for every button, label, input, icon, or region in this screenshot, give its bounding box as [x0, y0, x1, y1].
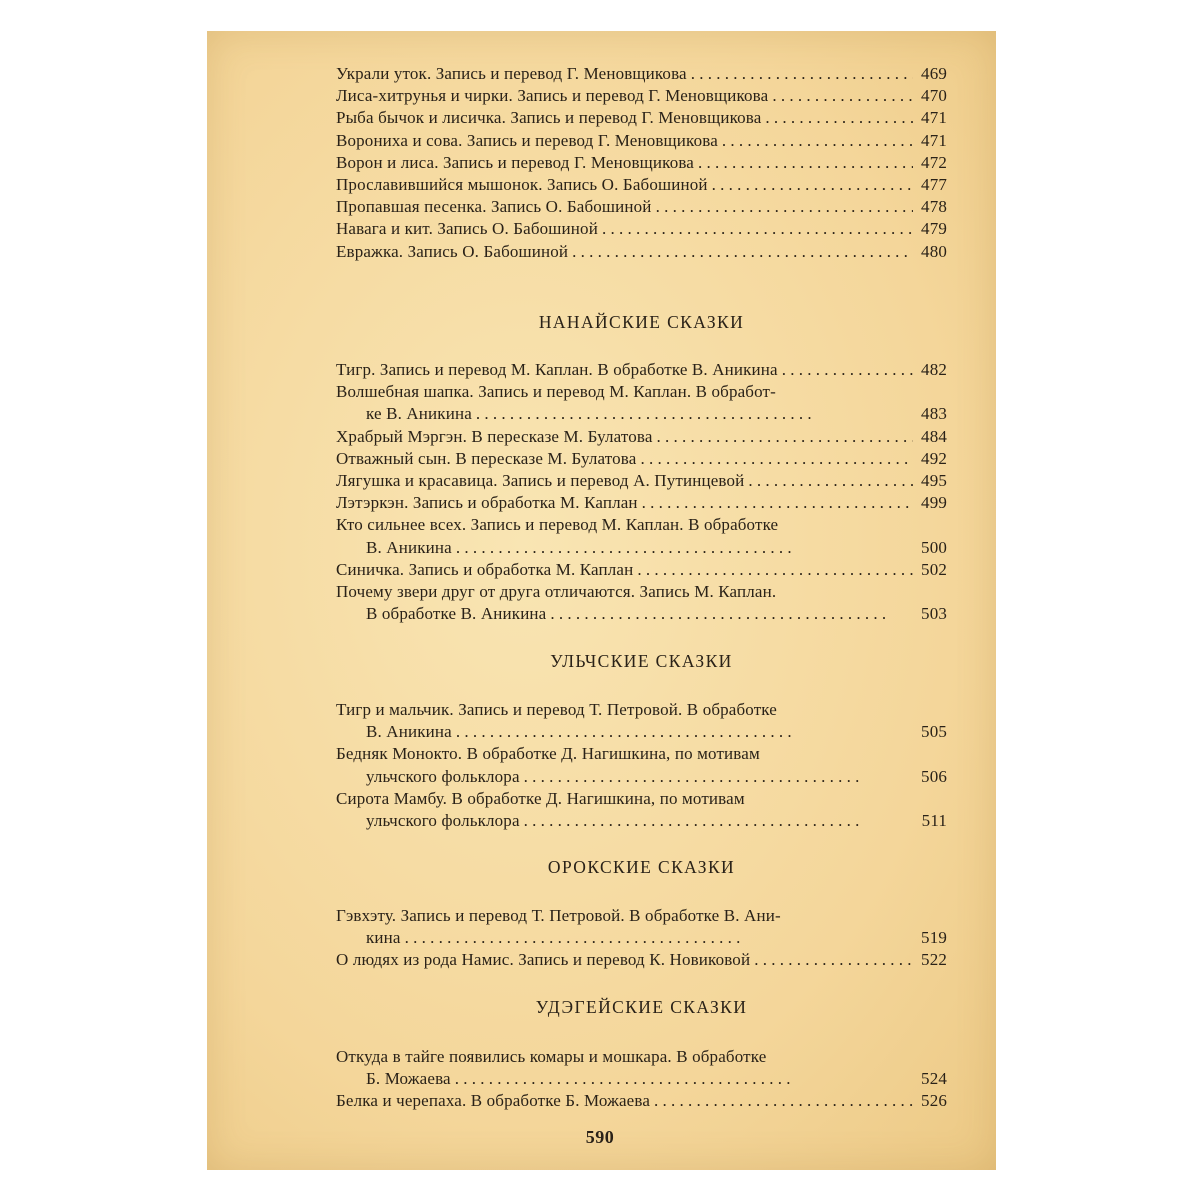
- toc-page-number: 492: [921, 448, 947, 468]
- dot-leader: [636, 448, 913, 470]
- toc-page-number: 499: [921, 493, 947, 513]
- toc-entry-title: Откуда в тайге появились комары и мошкара. В обработке: [336, 1047, 767, 1066]
- dot-leader: [452, 537, 913, 559]
- toc-entry-title: Ворон и лиса. Запись и перевод Г. Меновщикова: [336, 152, 695, 172]
- toc-entry: [336, 152, 947, 174]
- toc-entry: [336, 241, 947, 263]
- toc-entry-title: кина: [366, 928, 401, 948]
- toc-entry: [336, 63, 947, 85]
- toc-line: [336, 196, 947, 218]
- dot-leader: [598, 218, 913, 240]
- toc-entry-title: Гэвхэту. Запись и перевод Т. Петровой. В обработке В. Ани-: [336, 906, 781, 925]
- toc-entry-title: В. Аникина: [366, 722, 452, 742]
- toc-entry: [336, 107, 947, 129]
- toc-entry-title: Рыба бычок и лисичка. Запись и перевод Г. Меновщикова: [336, 108, 762, 128]
- toc-entry: [336, 448, 947, 470]
- toc-block: [336, 359, 947, 625]
- toc-line: [336, 788, 947, 810]
- toc-line: [336, 927, 947, 949]
- toc-entry-title: Храбрый Мэргэн. В пересказе М. Булатова: [336, 426, 653, 446]
- toc-entry-title: ульчского фольклора: [366, 811, 520, 831]
- toc-page-number: 469: [921, 64, 947, 83]
- toc-line: [336, 514, 947, 536]
- dot-leader: [650, 1090, 913, 1112]
- toc-line: [336, 581, 947, 603]
- toc-page-number: 506: [921, 766, 947, 786]
- toc-entry-title: Прославившийся мышонок. Запись О. Бабошиной: [336, 175, 708, 195]
- dot-leader: [568, 241, 913, 263]
- toc-line: [336, 949, 947, 971]
- toc-line: [336, 241, 947, 263]
- dot-leader: [401, 927, 913, 949]
- toc-page-number: 484: [921, 426, 947, 446]
- toc-page-number: 524: [921, 1069, 947, 1089]
- dot-leader: [472, 403, 913, 425]
- toc-page-number: 480: [921, 241, 947, 261]
- toc-page-number: 519: [921, 928, 947, 948]
- section-title: УДЭГЕЙСКИЕ СКАЗКИ: [535, 997, 748, 1017]
- toc-line: [336, 470, 947, 492]
- toc-page-number: 470: [921, 86, 947, 106]
- toc-line: [336, 1090, 947, 1112]
- toc-page-number: 505: [921, 722, 947, 742]
- toc-entry-title: Тигр. Запись и перевод М. Каплан. В обработке В. Аникина: [336, 360, 778, 379]
- toc-line: [336, 699, 947, 721]
- toc-page-number: 500: [921, 537, 947, 557]
- dot-leader: [652, 196, 913, 218]
- toc-entry-title: Тигр и мальчик. Запись и перевод Т. Петровой. В обработке: [336, 700, 777, 719]
- toc-line: [336, 766, 947, 788]
- toc-entry: [336, 581, 947, 625]
- toc-entry-title: Евражка. Запись О. Бабошиной: [336, 241, 569, 261]
- toc-entry: [336, 559, 947, 581]
- toc-page-number: 483: [921, 404, 947, 424]
- dot-leader: [687, 63, 913, 85]
- toc-entry-title: Синичка. Запись и обработка М. Каплан: [336, 559, 634, 579]
- toc-entry-title: ке В. Аникина: [366, 404, 472, 424]
- toc-entry: [336, 174, 947, 196]
- toc-line: [336, 905, 947, 927]
- toc-line: [336, 721, 947, 743]
- toc-entry: [336, 1090, 947, 1112]
- dot-leader: [694, 152, 913, 174]
- toc-line: [336, 152, 947, 174]
- toc-page-number: 482: [921, 360, 947, 379]
- toc-entry: [336, 470, 947, 492]
- dot-leader: [768, 85, 913, 107]
- toc-line: [336, 603, 947, 625]
- dot-leader: [718, 130, 913, 152]
- toc-page-number: 511: [921, 811, 947, 831]
- toc-entry: [336, 359, 947, 381]
- dot-leader: [451, 1068, 913, 1090]
- toc-entry-title: Белка и черепаха. В обработке Б. Можаева: [336, 1091, 651, 1111]
- toc-entry-title: О людях из рода Намис. Запись и перевод К. Новиковой: [336, 950, 751, 970]
- dot-leader: [653, 426, 913, 448]
- toc-entry-title: Украли уток. Запись и перевод Г. Меновщикова: [336, 64, 687, 83]
- toc-entry-title: Б. Можаева: [366, 1069, 451, 1089]
- toc-entry-title: Лэтэркэн. Запись и обработка М. Каплан: [336, 493, 638, 513]
- toc-entry: [336, 1046, 947, 1090]
- toc-entry-title: Ворониха и сова. Запись и перевод Г. Меновщикова: [336, 130, 718, 150]
- toc-entry: [336, 130, 947, 152]
- toc-entry: [336, 949, 947, 971]
- toc-entry-title: Волшебная шапка. Запись и перевод М. Каплан. В обработ-: [336, 382, 776, 402]
- toc-line: [336, 743, 947, 765]
- toc-page-number: 495: [921, 471, 947, 491]
- toc-entry: [336, 196, 947, 218]
- toc-line: [336, 810, 947, 832]
- toc-page-number: 522: [921, 950, 947, 970]
- toc-page-number: 526: [921, 1091, 947, 1111]
- toc-page-number: 478: [921, 197, 947, 217]
- toc-block: [336, 699, 947, 832]
- toc-entry: [336, 492, 947, 514]
- toc-line: [336, 426, 947, 448]
- section-title: УЛЬЧСКИЕ СКАЗКИ: [550, 651, 733, 671]
- toc-entry: [336, 218, 947, 240]
- toc-entry: [336, 514, 947, 558]
- dot-leader: [761, 107, 913, 129]
- toc-entry-title: Кто сильнее всех. Запись и перевод М. Каплан. В обработке: [336, 515, 779, 535]
- dot-leader: [546, 603, 913, 625]
- toc-line: [336, 130, 947, 152]
- dot-leader: [750, 949, 913, 971]
- toc-line: [336, 174, 947, 196]
- toc-entry-title: Пропавшая песенка. Запись О. Бабошиной: [336, 197, 652, 217]
- dot-leader: [633, 559, 913, 581]
- toc-entry: [336, 905, 947, 949]
- toc-entry-title: В. Аникина: [366, 537, 452, 557]
- toc-line: [336, 1068, 947, 1090]
- toc-page-number: 471: [921, 130, 947, 150]
- toc-line: [336, 107, 947, 129]
- dot-leader: [708, 174, 913, 196]
- toc-page-number: 503: [921, 604, 947, 624]
- toc-page-number: 477: [921, 175, 947, 195]
- dot-leader: [452, 721, 913, 743]
- toc-entry-title: Отважный сын. В пересказе М. Булатова: [336, 448, 637, 468]
- toc-line: [336, 359, 947, 381]
- section-title: НАНАЙСКИЕ СКАЗКИ: [538, 312, 745, 332]
- toc-line: [336, 63, 947, 85]
- dot-leader: [638, 492, 913, 514]
- toc-line: [336, 559, 947, 581]
- toc-entry: [336, 85, 947, 107]
- toc-page-number: 502: [921, 559, 947, 579]
- dot-leader: [520, 810, 913, 832]
- toc-page-number: 472: [921, 152, 947, 172]
- toc-block: [336, 63, 947, 263]
- toc-entry-title: ульчского фольклора: [366, 766, 520, 786]
- toc-entry-title: Почему звери друг от друга отличаются. Запись М. Каплан.: [336, 582, 777, 602]
- toc-entry-title: Лиса-хитрунья и чирки. Запись и перевод Г. Меновщикова: [336, 86, 769, 106]
- toc-block: [336, 905, 947, 972]
- toc-entry-title: Навага и кит. Запись О. Бабошиной: [336, 219, 598, 239]
- toc-line: [336, 381, 947, 403]
- toc-page-number: 479: [921, 219, 947, 239]
- toc-entry-title: Лягушка и красавица. Запись и перевод А. Путинцевой: [336, 471, 745, 491]
- dot-leader: [520, 766, 913, 788]
- toc-entry-title: В обработке В. Аникина: [366, 604, 547, 624]
- toc-page-number: 471: [921, 108, 947, 128]
- toc-block: [336, 1046, 947, 1113]
- toc-entry: [336, 788, 947, 832]
- toc-line: [336, 537, 947, 559]
- dot-leader: [744, 470, 913, 492]
- toc-line: [336, 448, 947, 470]
- page-number: 590: [585, 1127, 615, 1147]
- toc-line: [336, 492, 947, 514]
- toc-line: [336, 85, 947, 107]
- section-title: ОРОКСКИЕ СКАЗКИ: [547, 857, 736, 877]
- dot-leader: [778, 359, 913, 381]
- toc-entry-title: Сирота Мамбу. В обработке Д. Нагишкина, по мотивам: [336, 788, 745, 808]
- toc-entry: [336, 381, 947, 425]
- toc-entry-title: Бедняк Монокто. В обработке Д. Нагишкина, по мотивам: [336, 744, 760, 764]
- toc-line: [336, 218, 947, 240]
- toc-entry: [336, 426, 947, 448]
- toc-entry: [336, 743, 947, 787]
- toc-entry: [336, 699, 947, 743]
- toc-line: [336, 403, 947, 425]
- toc-line: [336, 1046, 947, 1068]
